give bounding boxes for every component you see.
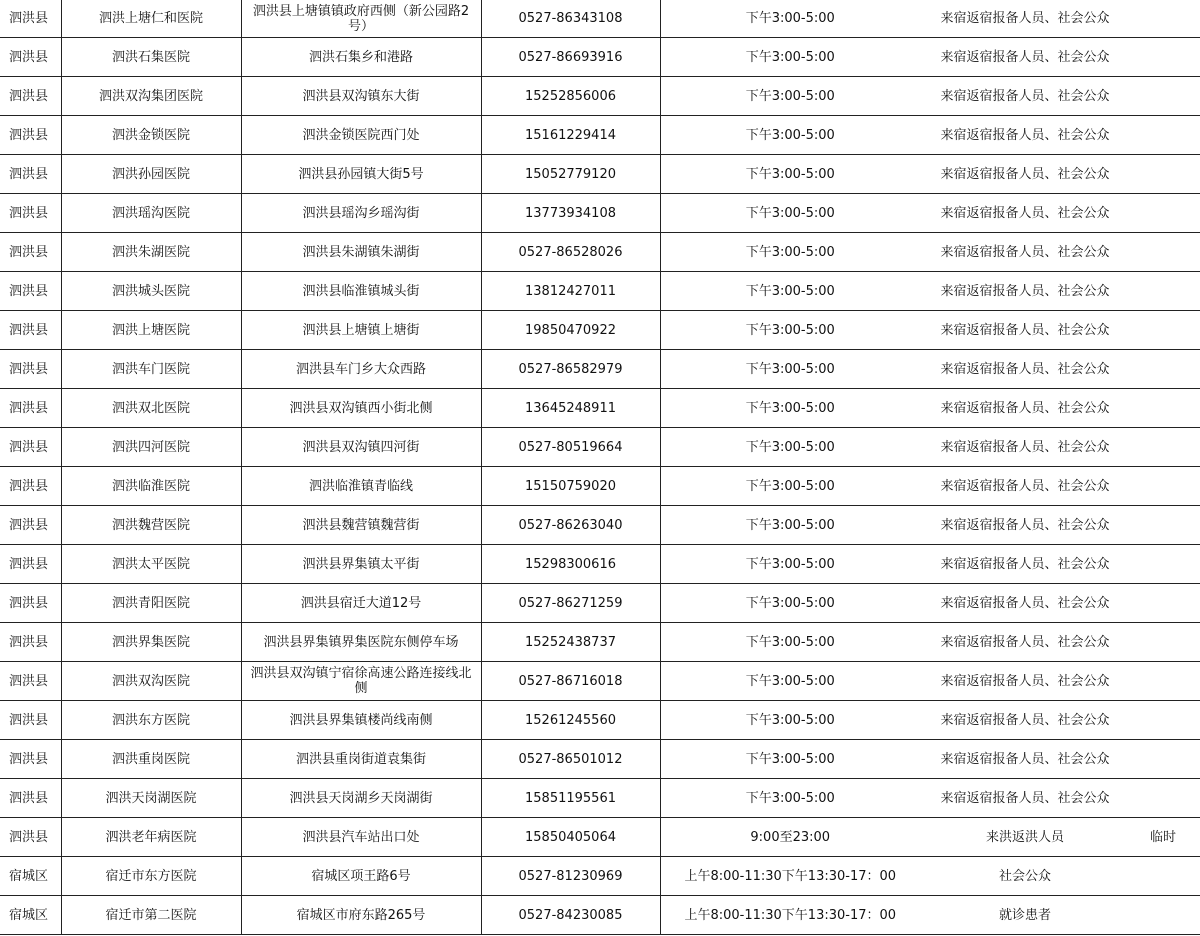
phone-cell[interactable]: 0527-86343108 — [481, 0, 660, 38]
table-row — [0, 779, 1200, 818]
table-row — [0, 662, 1200, 701]
hospital-cell[interactable]: 泗洪太平医院 — [61, 545, 241, 584]
time-cell[interactable]: 下午3:00-5:00 — [660, 584, 920, 623]
phone-cell[interactable]: 0527-86271259 — [481, 584, 660, 623]
target-cell[interactable]: 就诊患者 — [920, 896, 1130, 935]
target-cell[interactable]: 来宿返宿报备人员、社会公众 — [920, 740, 1130, 779]
hospital-cell[interactable]: 泗洪东方医院 — [61, 701, 241, 740]
time-cell[interactable]: 下午3:00-5:00 — [660, 116, 920, 155]
note-cell[interactable] — [1130, 428, 1200, 467]
address-cell[interactable]: 泗洪县临淮镇城头街 — [241, 272, 481, 311]
address-cell[interactable]: 泗洪县双沟镇西小街北侧 — [241, 389, 481, 428]
table-row — [0, 38, 1200, 77]
county-cell[interactable]: 宿城区 — [0, 857, 61, 896]
time-cell[interactable]: 下午3:00-5:00 — [660, 272, 920, 311]
note-cell[interactable] — [1130, 740, 1200, 779]
time-cell[interactable]: 下午3:00-5:00 — [660, 428, 920, 467]
time-cell[interactable]: 下午3:00-5:00 — [660, 233, 920, 272]
target-cell[interactable]: 来宿返宿报备人员、社会公众 — [920, 389, 1130, 428]
phone-cell[interactable]: 0527-86693916 — [481, 38, 660, 77]
address-cell[interactable]: 泗洪县朱湖镇朱湖街 — [241, 233, 481, 272]
address-cell[interactable]: 泗洪县魏营镇魏营街 — [241, 506, 481, 545]
address-cell[interactable]: 泗洪县上塘镇镇政府西侧（新公园路2号） — [241, 0, 481, 38]
time-cell[interactable]: 下午3:00-5:00 — [660, 779, 920, 818]
time-cell[interactable]: 下午3:00-5:00 — [660, 740, 920, 779]
target-cell[interactable]: 来宿返宿报备人员、社会公众 — [920, 155, 1130, 194]
time-cell[interactable]: 下午3:00-5:00 — [660, 389, 920, 428]
county-cell[interactable]: 泗洪县 — [0, 818, 61, 857]
address-cell[interactable]: 泗洪县上塘镇上塘街 — [241, 311, 481, 350]
hospital-cell[interactable]: 泗洪孙园医院 — [61, 155, 241, 194]
address-cell[interactable]: 泗洪临淮镇青临线 — [241, 467, 481, 506]
phone-cell[interactable]: 0527-86716018 — [481, 662, 660, 701]
address-cell[interactable]: 泗洪金锁医院西门处 — [241, 116, 481, 155]
note-cell[interactable] — [1130, 779, 1200, 818]
note-cell[interactable] — [1130, 155, 1200, 194]
table-row — [0, 623, 1200, 662]
note-cell[interactable] — [1130, 77, 1200, 116]
hospital-cell[interactable]: 泗洪双沟医院 — [61, 662, 241, 701]
phone-cell[interactable]: 15851195561 — [481, 779, 660, 818]
table-row — [0, 584, 1200, 623]
note-cell[interactable] — [1130, 701, 1200, 740]
phone-cell[interactable]: 15298300616 — [481, 545, 660, 584]
table-row — [0, 0, 1200, 38]
target-cell[interactable]: 来宿返宿报备人员、社会公众 — [920, 779, 1130, 818]
hospital-cell[interactable]: 泗洪界集医院 — [61, 623, 241, 662]
table-row — [0, 350, 1200, 389]
hospital-cell[interactable]: 泗洪天岗湖医院 — [61, 779, 241, 818]
table-row — [0, 77, 1200, 116]
county-cell[interactable]: 泗洪县 — [0, 623, 61, 662]
address-cell[interactable]: 泗洪县界集镇界集医院东侧停车场 — [241, 623, 481, 662]
phone-cell[interactable]: 0527-86528026 — [481, 233, 660, 272]
table-row — [0, 740, 1200, 779]
note-cell[interactable] — [1130, 389, 1200, 428]
target-cell[interactable]: 来宿返宿报备人员、社会公众 — [920, 428, 1130, 467]
table-row — [0, 233, 1200, 272]
time-cell[interactable]: 9:00至23:00 — [660, 818, 920, 857]
target-cell[interactable]: 来宿返宿报备人员、社会公众 — [920, 584, 1130, 623]
county-cell[interactable]: 泗洪县 — [0, 584, 61, 623]
address-cell[interactable]: 泗洪石集乡和港路 — [241, 38, 481, 77]
phone-cell[interactable]: 0527-86582979 — [481, 350, 660, 389]
time-cell[interactable]: 下午3:00-5:00 — [660, 155, 920, 194]
county-cell[interactable]: 泗洪县 — [0, 662, 61, 701]
address-cell[interactable]: 宿城区市府东路265号 — [241, 896, 481, 935]
table-row — [0, 506, 1200, 545]
hospital-cell[interactable]: 宿迁市东方医院 — [61, 857, 241, 896]
phone-cell[interactable]: 0527-86263040 — [481, 506, 660, 545]
county-cell[interactable]: 泗洪县 — [0, 740, 61, 779]
time-cell[interactable]: 下午3:00-5:00 — [660, 467, 920, 506]
phone-cell[interactable]: 0527-81230969 — [481, 857, 660, 896]
note-cell[interactable] — [1130, 896, 1200, 935]
note-cell[interactable] — [1130, 0, 1200, 38]
county-cell[interactable]: 泗洪县 — [0, 77, 61, 116]
address-cell[interactable]: 泗洪县重岗街道袁集街 — [241, 740, 481, 779]
hospital-cell[interactable]: 泗洪重岗医院 — [61, 740, 241, 779]
phone-cell[interactable]: 13812427011 — [481, 272, 660, 311]
note-cell[interactable] — [1130, 662, 1200, 701]
target-cell[interactable]: 来宿返宿报备人员、社会公众 — [920, 545, 1130, 584]
address-cell[interactable]: 泗洪县车门乡大众西路 — [241, 350, 481, 389]
county-cell[interactable]: 泗洪县 — [0, 311, 61, 350]
target-cell[interactable]: 社会公众 — [920, 857, 1130, 896]
note-cell[interactable] — [1130, 272, 1200, 311]
time-cell[interactable]: 下午3:00-5:00 — [660, 545, 920, 584]
target-cell[interactable]: 来宿返宿报备人员、社会公众 — [920, 194, 1130, 233]
phone-cell[interactable]: 0527-80519664 — [481, 428, 660, 467]
hospital-cell[interactable]: 泗洪石集医院 — [61, 38, 241, 77]
county-cell[interactable]: 泗洪县 — [0, 389, 61, 428]
address-cell[interactable]: 泗洪县瑶沟乡瑶沟街 — [241, 194, 481, 233]
county-cell[interactable]: 泗洪县 — [0, 428, 61, 467]
phone-cell[interactable]: 19850470922 — [481, 311, 660, 350]
county-cell[interactable]: 泗洪县 — [0, 350, 61, 389]
time-cell[interactable]: 下午3:00-5:00 — [660, 0, 920, 38]
table-row — [0, 272, 1200, 311]
table-row — [0, 116, 1200, 155]
note-cell[interactable] — [1130, 584, 1200, 623]
address-cell[interactable]: 泗洪县界集镇太平街 — [241, 545, 481, 584]
hospital-cell[interactable]: 泗洪魏营医院 — [61, 506, 241, 545]
hospital-cell[interactable]: 泗洪双北医院 — [61, 389, 241, 428]
county-cell[interactable]: 宿城区 — [0, 896, 61, 935]
address-cell[interactable]: 泗洪县界集镇楼尚线南侧 — [241, 701, 481, 740]
target-cell[interactable]: 来宿返宿报备人员、社会公众 — [920, 350, 1130, 389]
table-row — [0, 428, 1200, 467]
time-cell[interactable]: 下午3:00-5:00 — [660, 77, 920, 116]
hospital-cell[interactable]: 泗洪老年病医院 — [61, 818, 241, 857]
table-row — [0, 311, 1200, 350]
target-cell[interactable]: 来洪返洪人员 — [920, 818, 1130, 857]
address-cell[interactable]: 泗洪县孙园镇大街5号 — [241, 155, 481, 194]
address-cell[interactable]: 泗洪县汽车站出口处 — [241, 818, 481, 857]
target-cell[interactable]: 来宿返宿报备人员、社会公众 — [920, 38, 1130, 77]
time-cell[interactable]: 上午8:00-11:30下午13:30-17：00 — [660, 857, 920, 896]
hospital-cell[interactable]: 泗洪双沟集团医院 — [61, 77, 241, 116]
hospital-cell[interactable]: 泗洪瑶沟医院 — [61, 194, 241, 233]
county-cell[interactable]: 泗洪县 — [0, 701, 61, 740]
target-cell[interactable]: 来宿返宿报备人员、社会公众 — [920, 662, 1130, 701]
note-cell[interactable] — [1130, 857, 1200, 896]
note-cell[interactable] — [1130, 506, 1200, 545]
target-cell[interactable]: 来宿返宿报备人员、社会公众 — [920, 506, 1130, 545]
time-cell[interactable]: 下午3:00-5:00 — [660, 38, 920, 77]
phone-cell[interactable]: 15052779120 — [481, 155, 660, 194]
note-cell[interactable] — [1130, 623, 1200, 662]
phone-cell[interactable]: 13645248911 — [481, 389, 660, 428]
time-cell[interactable]: 下午3:00-5:00 — [660, 506, 920, 545]
note-cell[interactable]: 临时 — [1130, 818, 1200, 857]
county-cell[interactable]: 泗洪县 — [0, 0, 61, 38]
phone-cell[interactable]: 0527-84230085 — [481, 896, 660, 935]
target-cell[interactable]: 来宿返宿报备人员、社会公众 — [920, 0, 1130, 38]
table-row — [0, 896, 1200, 935]
county-cell[interactable]: 泗洪县 — [0, 38, 61, 77]
county-cell[interactable]: 泗洪县 — [0, 506, 61, 545]
hospital-cell[interactable]: 泗洪上塘医院 — [61, 311, 241, 350]
phone-cell[interactable]: 15161229414 — [481, 116, 660, 155]
phone-cell[interactable]: 0527-86501012 — [481, 740, 660, 779]
note-cell[interactable] — [1130, 194, 1200, 233]
county-cell[interactable]: 泗洪县 — [0, 116, 61, 155]
target-cell[interactable]: 来宿返宿报备人员、社会公众 — [920, 311, 1130, 350]
county-cell[interactable]: 泗洪县 — [0, 779, 61, 818]
target-cell[interactable]: 来宿返宿报备人员、社会公众 — [920, 272, 1130, 311]
note-cell[interactable] — [1130, 233, 1200, 272]
county-cell[interactable]: 泗洪县 — [0, 272, 61, 311]
table-row — [0, 818, 1200, 857]
county-cell[interactable]: 泗洪县 — [0, 233, 61, 272]
address-cell[interactable]: 泗洪县双沟镇东大街 — [241, 77, 481, 116]
note-cell[interactable] — [1130, 38, 1200, 77]
table-row — [0, 701, 1200, 740]
time-cell[interactable]: 下午3:00-5:00 — [660, 194, 920, 233]
note-cell[interactable] — [1130, 116, 1200, 155]
hospital-cell[interactable]: 宿迁市第二医院 — [61, 896, 241, 935]
hospital-cell[interactable]: 泗洪上塘仁和医院 — [61, 0, 241, 38]
address-cell[interactable]: 泗洪县天岗湖乡天岗湖街 — [241, 779, 481, 818]
address-cell[interactable]: 泗洪县双沟镇四河街 — [241, 428, 481, 467]
hospital-cell[interactable]: 泗洪四河医院 — [61, 428, 241, 467]
table-row — [0, 467, 1200, 506]
address-cell[interactable]: 泗洪县双沟镇宁宿徐高速公路连接线北侧 — [241, 662, 481, 701]
phone-cell[interactable]: 15150759020 — [481, 467, 660, 506]
time-cell[interactable]: 下午3:00-5:00 — [660, 311, 920, 350]
county-cell[interactable]: 泗洪县 — [0, 467, 61, 506]
target-cell[interactable]: 来宿返宿报备人员、社会公众 — [920, 233, 1130, 272]
target-cell[interactable]: 来宿返宿报备人员、社会公众 — [920, 77, 1130, 116]
hospital-cell[interactable]: 泗洪临淮医院 — [61, 467, 241, 506]
table-row — [0, 389, 1200, 428]
hospital-cell[interactable]: 泗洪金锁医院 — [61, 116, 241, 155]
table-row — [0, 857, 1200, 896]
target-cell[interactable]: 来宿返宿报备人员、社会公众 — [920, 623, 1130, 662]
phone-cell[interactable]: 15252438737 — [481, 623, 660, 662]
phone-cell[interactable]: 15850405064 — [481, 818, 660, 857]
note-cell[interactable] — [1130, 350, 1200, 389]
county-cell[interactable]: 泗洪县 — [0, 545, 61, 584]
time-cell[interactable]: 下午3:00-5:00 — [660, 701, 920, 740]
county-cell[interactable]: 泗洪县 — [0, 194, 61, 233]
time-cell[interactable]: 上午8:00-11:30下午13:30-17：00 — [660, 896, 920, 935]
address-cell[interactable]: 宿城区项王路6号 — [241, 857, 481, 896]
note-cell[interactable] — [1130, 545, 1200, 584]
phone-cell[interactable]: 15252856006 — [481, 77, 660, 116]
phone-cell[interactable]: 15261245560 — [481, 701, 660, 740]
hospital-cell[interactable]: 泗洪车门医院 — [61, 350, 241, 389]
hospital-cell[interactable]: 泗洪朱湖医院 — [61, 233, 241, 272]
hospital-cell[interactable]: 泗洪青阳医院 — [61, 584, 241, 623]
target-cell[interactable]: 来宿返宿报备人员、社会公众 — [920, 701, 1130, 740]
note-cell[interactable] — [1130, 311, 1200, 350]
note-cell[interactable] — [1130, 467, 1200, 506]
hospital-cell[interactable]: 泗洪城头医院 — [61, 272, 241, 311]
table-row — [0, 194, 1200, 233]
time-cell[interactable]: 下午3:00-5:00 — [660, 623, 920, 662]
target-cell[interactable]: 来宿返宿报备人员、社会公众 — [920, 116, 1130, 155]
time-cell[interactable]: 下午3:00-5:00 — [660, 350, 920, 389]
time-cell[interactable]: 下午3:00-5:00 — [660, 662, 920, 701]
table-row — [0, 155, 1200, 194]
table-row — [0, 545, 1200, 584]
county-cell[interactable]: 泗洪县 — [0, 155, 61, 194]
phone-cell[interactable]: 13773934108 — [481, 194, 660, 233]
address-cell[interactable]: 泗洪县宿迁大道12号 — [241, 584, 481, 623]
target-cell[interactable]: 来宿返宿报备人员、社会公众 — [920, 467, 1130, 506]
